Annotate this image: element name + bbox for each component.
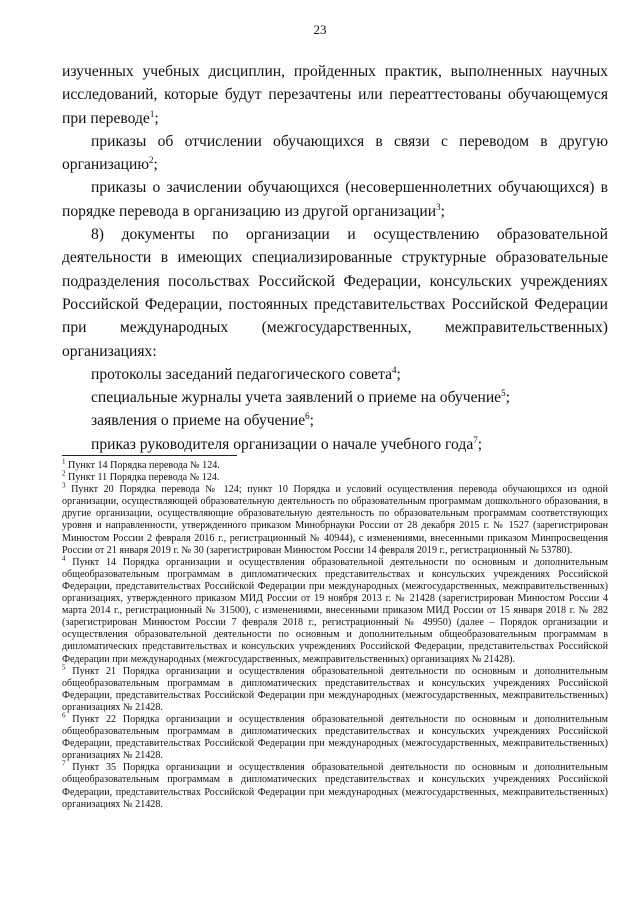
footnote: $^5$ Пункт 21 Порядка организации и осуществления образовательной деятельности по основным и дополнительным общеобразовательным программам в дипломатических представительствах и консульских учреждениях Российской Федерации, представительствах Российской Федерации при международных (межгосударственных, межправительственных) организациях № 21428. (62, 663, 608, 713)
footnote-number: 7 (62, 759, 66, 768)
footnote-ref: 6 (305, 411, 310, 422)
footnote: $^3$ Пункт 20 Порядка перевода № 124; пункт 10 Порядка и условий осуществления перевода обучающихся из одной организации, осуществляющей образовательную деятельность по образовательным программам дошкольного образования, в другие организации, осуществляющие образовательную деятельность по образовательным программам соответствующих уровня и направленности, утвержденного приказом Минобрнауки России от 28 декабря 2015 г. № 1527 (зарегистрирован Минюстом России 2 февраля 2016 г., регистрационный № 40944), с изменениями, внесенными приказом Минпросвещения России от 21 января 2019 г. № 30 (зарегистрирован Минюстом России 14 февраля 2019 г., регистрационный № 53780). (62, 481, 608, 556)
footnote: $^4$ Пункт 14 Порядка организации и осуществления образовательной деятельности по основным и дополнительным общеобразовательным программам в дипломатических представительствах и консульских учреждениях Российской Федерации, представительствах Российской Федерации при международных (межгосударственных, межправительственных) организациях, утвержденного приказом МИД России от 19 ноября 2013 г. № 21428 (зарегистрирован Минюстом России 4 марта 2014 г., регистрационный № 31500), с изменениями, внесенными приказом МИД России от 15 января 2018 г. № 282 (зарегистрирован Минюстом России 7 февраля 2018 г., регистрационный № 49950) (далее – Порядок организации и осуществления образовательной деятельности по основным и дополнительным общеобразовательным программам в дипломатических представительствах и консульских учреждениях Российской Федерации, представительствах Российской Федерации при международных (межгосударственных, межправительственных) организациях № 21428). (62, 554, 608, 665)
footnote-number: 4 (62, 554, 66, 563)
footnote-ref: 3 (436, 201, 441, 212)
paragraph: изученных учебных дисциплин, пройденных практик, выполненных научных исследований, которые будут перезачтены или переаттестованы обучающемуся при переводе$^1$; (62, 63, 608, 127)
footnote-separator (62, 455, 237, 456)
footnote-number: 1 (62, 457, 66, 466)
footnote-number: 5 (62, 663, 66, 672)
footnotes (62, 457, 608, 811)
footnote-ref: 4 (392, 364, 397, 375)
footnote-ref: 5 (501, 387, 506, 398)
footnote: $^2$ Пункт 11 Порядка перевода № 124. (62, 469, 220, 484)
page-number: 23 (313, 22, 327, 37)
footnote-number: 2 (62, 469, 66, 478)
footnote: $^1$ Пункт 14 Порядка перевода № 124. (62, 457, 220, 471)
paragraph: протоколы заседаний педагогического совета$^4$; (91, 364, 401, 383)
footnote-ref: 2 (149, 155, 154, 165)
footnote-number: 3 (62, 481, 66, 490)
paragraph: специальные журналы учета заявлений о приеме на обучение$^5$; (91, 387, 510, 407)
paragraph: заявления о приеме на обучение$^6$; (91, 411, 314, 430)
paragraph: приказы о зачислении обучающихся (несовершеннолетних обучающихся) в порядке перевода в организацию из другой организации$^3$; (62, 179, 608, 220)
footnote-ref: 1 (149, 108, 155, 119)
footnote: $^6$ Пункт 22 Порядка организации и осуществления образовательной деятельности по основным и дополнительным общеобразовательным программам в дипломатических представительствах и консульских учреждениях Российской Федерации, представительствах Российской Федерации при международных (межгосударственных, межправительственных) организациях № 21428. (62, 711, 608, 762)
paragraph: приказы об отчислении обучающихся в связи с переводом в другую организацию$^2$; (62, 132, 608, 174)
footnote-ref: 7 (473, 434, 478, 445)
footnote: $^7$ Пункт 35 Порядка организации и осуществления образовательной деятельности по основным и дополнительным общеобразовательным программам в дипломатических представительствах и консульских учреждениях Российской Федерации, представительствах Российской Федерации при международных (межгосударственных, межправительственных) организациях № 21428. (62, 759, 608, 810)
paragraph: 8) документы по организации и осуществлению образовательной деятельности в имеющих специализированные структурные образовательные подразделения посольствах Российской Федерации, консульских учреждениях Российской Федерации, постоянных представительствах Российской Федерации при международных (межгосударственных, межправительственных) организациях: (62, 226, 608, 360)
main-text (62, 60, 608, 456)
paragraph: приказ руководителя организации о начале учебного года$^7$; (91, 434, 483, 453)
footnote-number: 6 (62, 711, 66, 720)
